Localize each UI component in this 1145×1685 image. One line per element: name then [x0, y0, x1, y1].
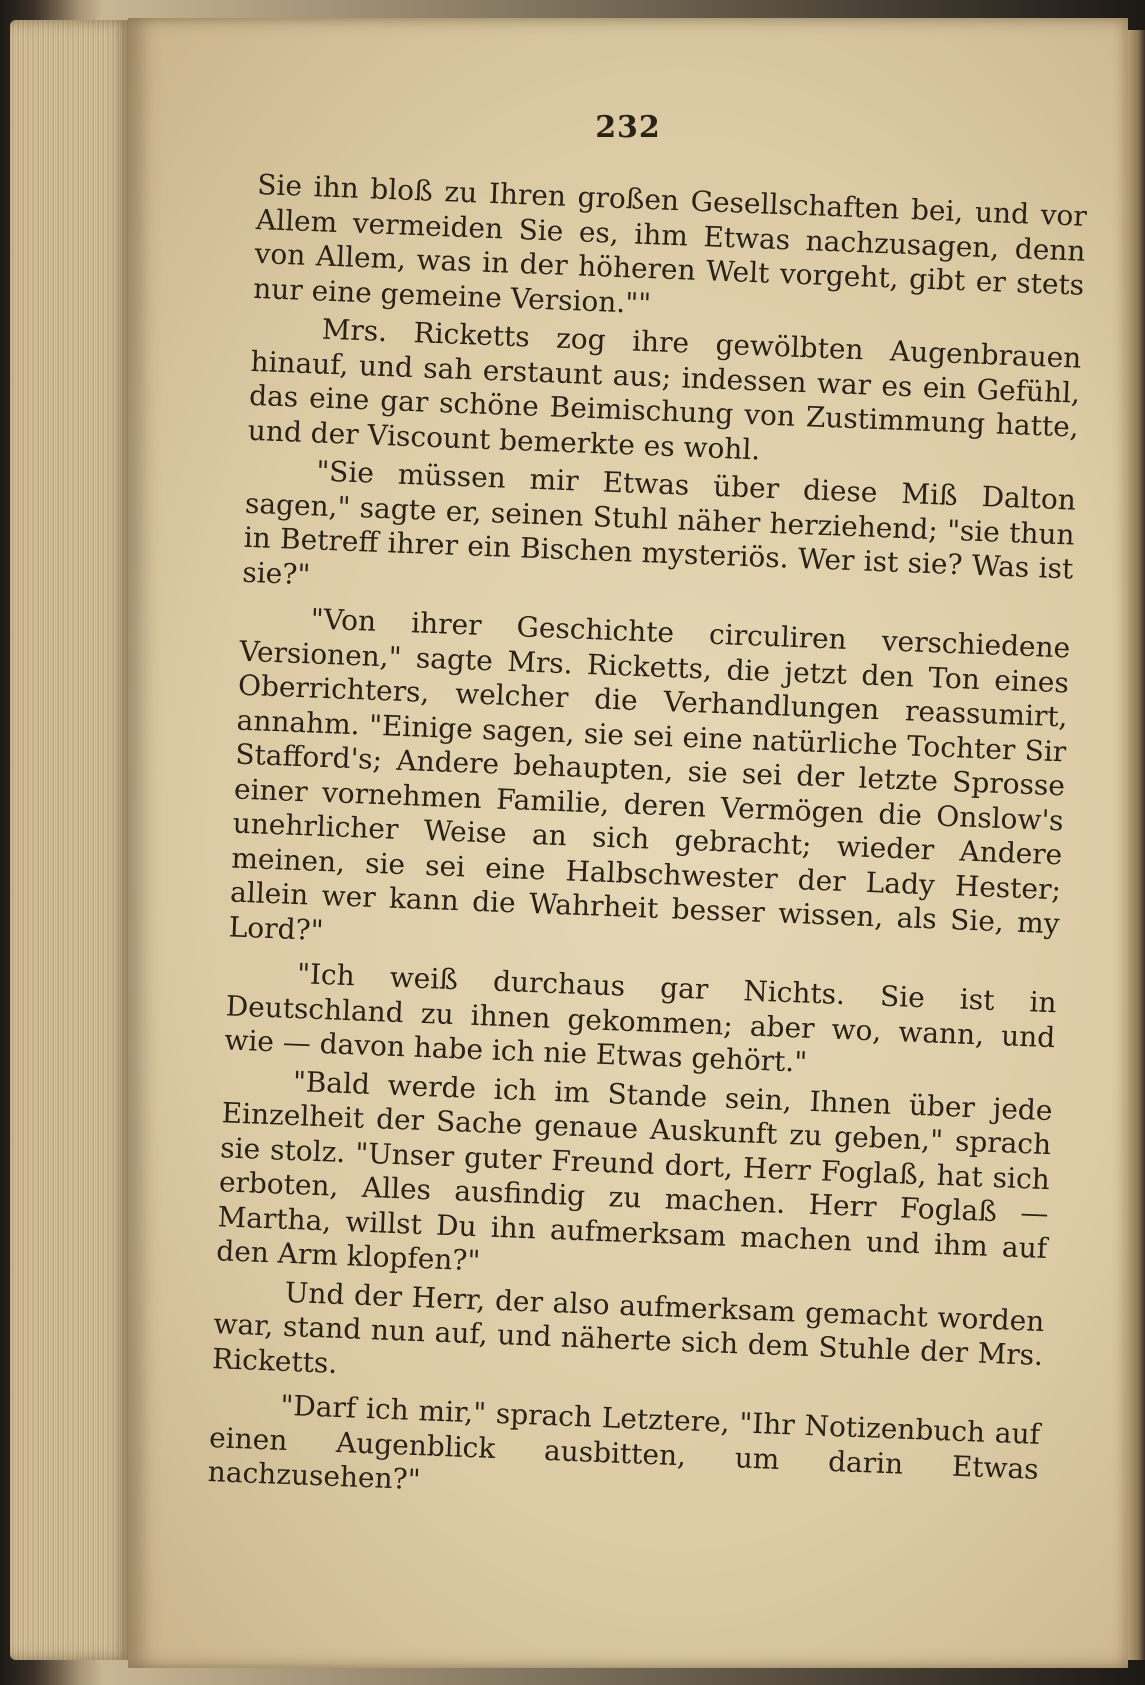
paragraph-5: "Ich weiß durchaus gar Nichts. Sie ist in Deutschland zu ihnen gekommen; aber wo, wann, und wie — davon habe ich nie Etwas gehört."	[223, 957, 1058, 1079]
paragraph-6: "Bald werde ich im Stande sein, Ihnen über jede Einzelheit der Sache genaue Auskunft zu geben," sprach sie stolz. "Unser guter Freund dort, Herr Foglaß, hat sich erboten, Alles ausfindig zu machen. Herr Foglaß — Martha, willst Du ihn aufmerksam machen und ihm auf den Arm klopfen?"	[215, 1064, 1054, 1278]
paragraph-7: Und der Herr, der also aufmerksam gemacht worden war, stand nun auf, und näherte sich dem Stuhle der Mrs. Ricketts.	[211, 1275, 1045, 1380]
paragraph-4: "Von ihrer Geschichte circuliren verschiedene Versionen," sagte Mrs. Ricketts, die jetzt den Ton eines Oberrichters, welcher die Verhandlungen reassumirt, annahm. "Einige sagen, sie sei eine natürliche Tochter Sir Stafford's; Andere behaupten, sie sei der letzte Sprosse einer vornehmen Familie, deren Vermögen die Onslow's unehrlicher Weise an sich gebracht; wieder Andere meinen, sie sei eine Halbschwester der Lady Hester; allein wer kann die Wahrheit besser wissen, als Sie, my Lord?"	[228, 602, 1071, 947]
paragraph-1: Sie ihn bloß zu Ihren großen Gesellschaften bei, und vor Allem vermeiden Sie es, ihm Etwas nachzusagen, denn von Allem, was in der höheren Welt vorgeht, gibt er stets nur eine gemeine Version.""	[252, 168, 1088, 320]
paragraph-3: "Sie müssen mir Etwas über diese Miß Dalton sagen," sagte er, seinen Stuhl näher herziehend; "sie thun in Betreff ihrer ein Bischen mysteriös. Wer ist sie? Was ist sie?"	[241, 454, 1077, 591]
book-page	[128, 18, 1128, 1668]
paragraph-2: Mrs. Ricketts zog ihre gewölbten Augenbrauen hinauf, und sah erstaunt aus; indessen war es ein Gefühl, das eine gar schöne Beimischung von Zustimmung hatte, und der Viscount bemerkte es wohl.	[247, 312, 1082, 466]
paragraph-8: "Darf ich mir," sprach Letztere, "Ihr Notizenbuch auf einen Augenblick ausbitten, um darin Etwas nachzusehen?"	[207, 1388, 1041, 1497]
page-number: 232	[595, 110, 661, 145]
page-right-edge	[1128, 30, 1145, 1660]
page-text	[207, 168, 1087, 1525]
page-stack-edges	[10, 20, 130, 1660]
